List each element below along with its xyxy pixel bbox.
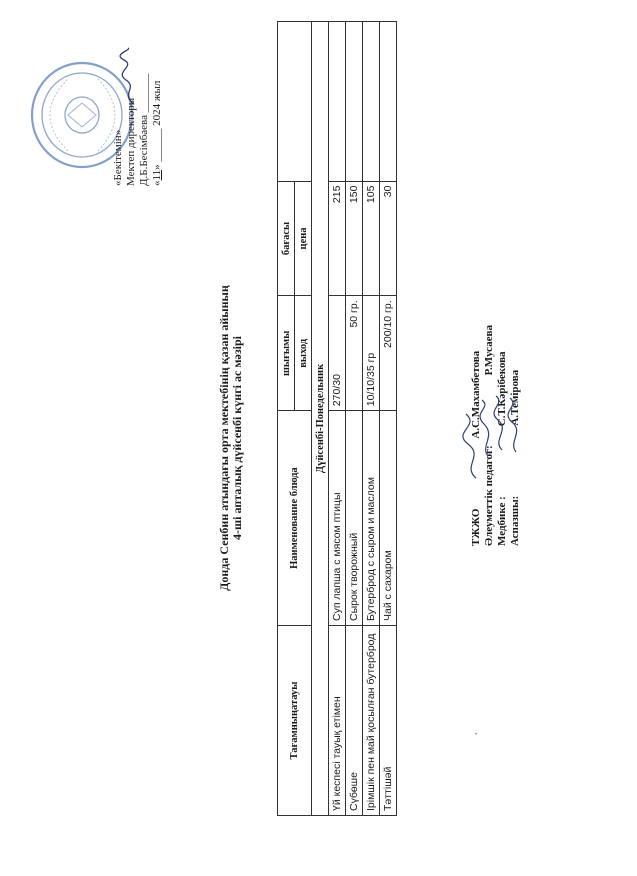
approval-title: «Бекітемін»: [112, 129, 124, 186]
cell-product: Тәттішәй: [380, 626, 397, 816]
day-row: [312, 22, 329, 816]
director-signature: [118, 46, 140, 106]
table-row: [380, 22, 397, 816]
cell-empty: [329, 22, 346, 182]
signer-row: Аспазшы:А.Темірова: [509, 369, 521, 546]
menu-table: [277, 21, 397, 816]
cell-price: 30: [380, 181, 397, 296]
table-row: [346, 22, 363, 816]
cell-empty: [346, 22, 363, 182]
cell-price: 150: [346, 181, 363, 296]
approval-date: «11» ______ 2024 жыл: [151, 80, 163, 186]
signer-row: Әлеуметтік педагог:Р.Мусаева: [483, 325, 495, 546]
signer-row: ТЖЖОА.С.Махамбетова: [470, 350, 482, 546]
signer-signatures: [462, 366, 532, 486]
header-price-ru: цена: [295, 181, 312, 296]
approval-position: Мектеп директоры: [125, 97, 137, 186]
cell-output: 200/10 гр.: [380, 296, 397, 411]
day-label: Дүйсенбі-Понедельник: [312, 22, 329, 816]
cell-dish: Сырок творожный: [346, 411, 363, 626]
signer-row: Медбике :С.Т.Кәрібекова: [496, 351, 508, 546]
cell-dish: Чай с сахаром: [380, 411, 397, 626]
cell-dish: Бутерброд с сыром и маслом: [363, 411, 380, 626]
header-product: Тағамныңатауы: [278, 626, 312, 816]
cell-output: 50 гр.: [346, 296, 363, 411]
header-dish: Наименование блюда: [278, 411, 312, 626]
scan-mark: ·: [470, 731, 485, 736]
cell-output: 270/30: [329, 296, 346, 411]
cell-product: Сүбөше: [346, 626, 363, 816]
cell-price: 215: [329, 181, 346, 296]
cell-product: Ірімшік пен май қосылған бутерброд: [363, 626, 380, 816]
cell-product: Үй кеспесі тауық етімен: [329, 626, 346, 816]
header-output-kz: шығымы: [278, 296, 295, 411]
cell-empty: [363, 22, 380, 182]
table-header-row: [278, 22, 295, 816]
cell-price: 105: [363, 181, 380, 296]
cell-output: 10/10/35 гр: [363, 296, 380, 411]
cell-dish: Суп лапша с мясом птицы: [329, 411, 346, 626]
header-empty: [278, 22, 312, 182]
table-row: [363, 22, 380, 816]
document-subtitle: 4-ші апталық дүйсенбі күнгі ас мәзірі: [230, 336, 244, 541]
header-price-kz: бағасы: [278, 181, 295, 296]
document-title: Донда Сенбин атындағы орта мектебінің қазан айының: [217, 285, 231, 591]
cell-empty: [380, 22, 397, 182]
approval-director: Д.Б.Бесімбаева _______: [138, 73, 150, 186]
header-output-ru: выход: [295, 296, 312, 411]
table-row: [329, 22, 346, 816]
